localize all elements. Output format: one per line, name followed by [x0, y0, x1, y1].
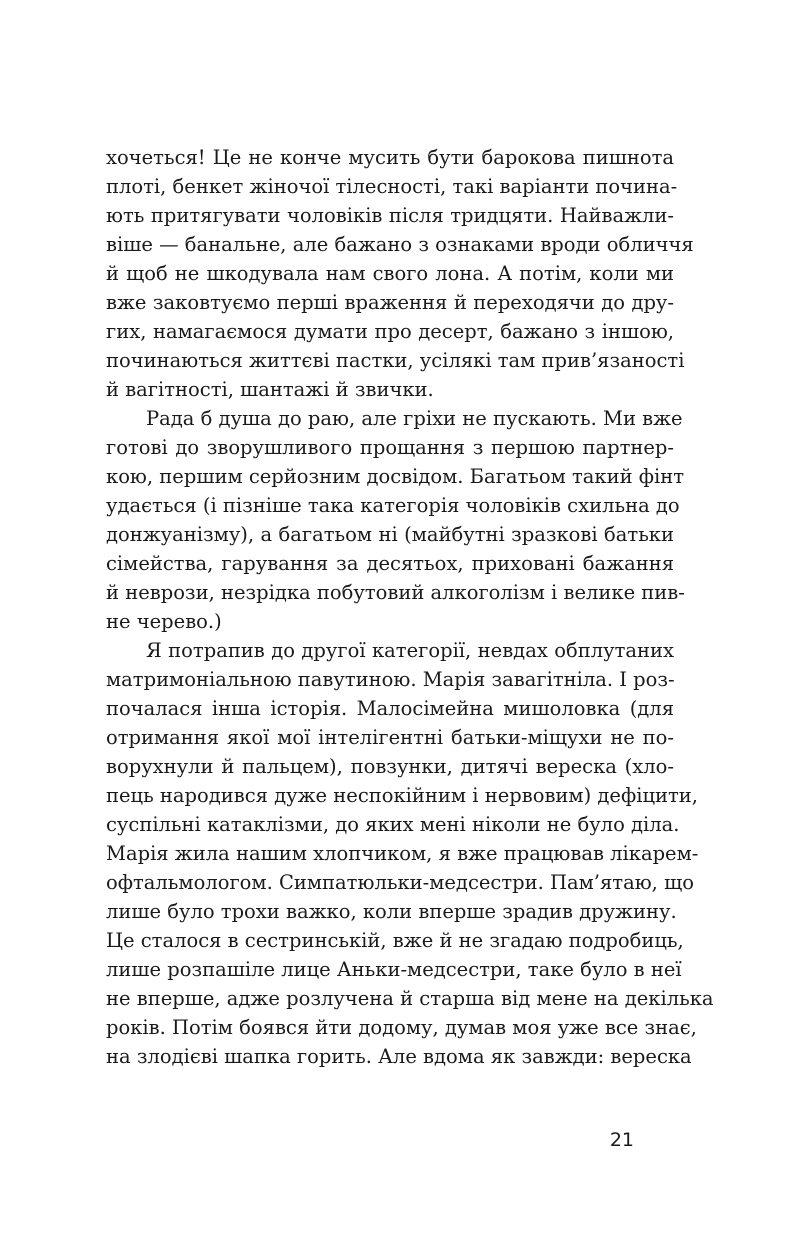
text-line: пець народився дуже неспокійним і нервовим) дефіцити,: [106, 784, 698, 807]
text-line: не вперше, адже розлучена й старша від мене на декілька: [106, 987, 714, 1010]
text-line: років. Потім боявся йти додому, думав моя уже все знає,: [106, 1016, 697, 1039]
text-line: плоті, бенкет жіночої тілесності, такі варіанти почина-: [106, 175, 678, 198]
text-line: ворухнули й пальцем), повзунки, дитячі вереска (хло-: [106, 755, 674, 778]
text-line: почалася інша історія. Малосімейна мишоловка (для: [106, 697, 674, 720]
text-line: кою, першим серйозним досвідом. Багатьом такий фінт: [106, 465, 685, 488]
page-body-text: [106, 143, 714, 1071]
text-line: гих, намагаємося думати про десерт, бажано з іншою,: [106, 320, 674, 343]
text-line: суспільні катаклізми, до яких мені ніколи не було діла.: [106, 813, 680, 836]
text-line: готові до зворушливого прощання з першою партнер-: [106, 436, 674, 459]
text-line: ють притягувати чоловіків після тридцяти. Найважли-: [106, 204, 674, 227]
text-line: сімейства, гарування за десятьох, приховані бажання: [106, 552, 674, 575]
text-line: Це сталося в сестринській, вже й не згадаю подробиць,: [106, 929, 684, 952]
text-line: й щоб не шкодувала нам свого лона. А потім, коли ми: [106, 262, 674, 285]
text-line: донжуанізму), а багатьом ні (майбутні зразкові батьки: [106, 523, 674, 546]
page-number: 21: [609, 1129, 634, 1151]
text-line: й неврози, незрідка побутовий алкоголізм і велике пив-: [106, 581, 685, 604]
text-line: офтальмологом. Симпатюльки-медсестри. Пам’ятаю, що: [106, 871, 694, 894]
text-line: лише розпашіле лице Аньки-медсестри, таке було в неї: [106, 958, 682, 981]
paragraph-start-line: Рада б душа до раю, але гріхи не пускають. Ми вже: [146, 407, 683, 430]
text-line: лише було трохи важко, коли вперше зрадив дружину.: [106, 900, 677, 923]
paragraph-start-line: Я потрапив до другої категорії, невдах обплутаних: [146, 639, 674, 662]
text-line: починаються життєві пастки, усілякі там прив’язаності: [106, 349, 685, 372]
text-line: вже заковтуємо перші враження й переходячи до дру-: [106, 291, 674, 314]
text-line: хочеться! Це не конче мусить бути барокова пишнота: [106, 146, 674, 169]
text-line: на злодієві шапка горить. Але вдома як завжди: вереска: [106, 1045, 692, 1068]
text-line: удається (і пізніше така категорія чоловіків схильна до: [106, 494, 680, 517]
text-line: матримоніальною павутиною. Марія завагітніла. І роз-: [106, 668, 675, 691]
text-line: Марія жила нашим хлопчиком, я вже працював лікарем-: [106, 842, 699, 865]
text-line: отримання якої мої інтелігентні батьки-міщухи не по-: [106, 726, 674, 749]
paragraph-end-line: й вагітності, шантажі й звички.: [106, 378, 434, 401]
text-line: віше — банальне, але бажано з ознаками вроди обличчя: [106, 233, 694, 256]
paragraph-end-line: не черево.): [106, 610, 222, 633]
